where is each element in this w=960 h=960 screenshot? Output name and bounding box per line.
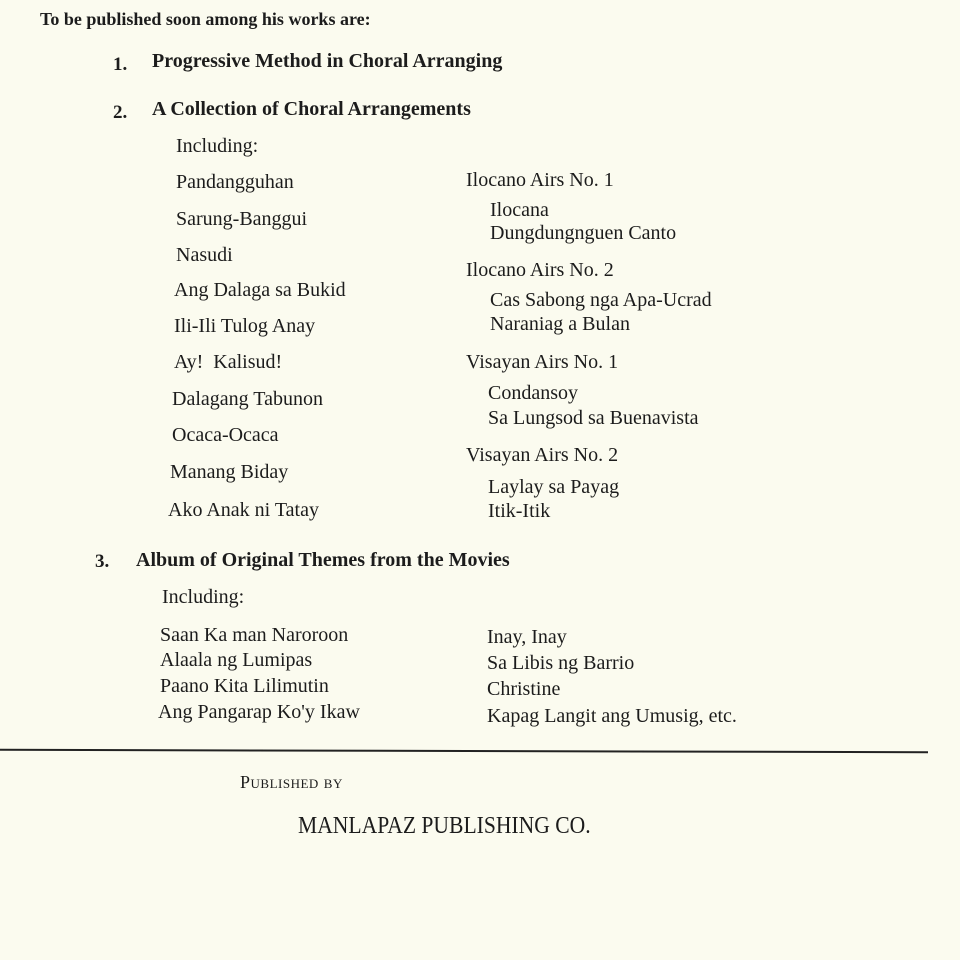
song: Christine <box>487 678 561 700</box>
work-1-number: 1. <box>113 54 128 75</box>
song: Sa Lungsod sa Buenavista <box>488 407 699 429</box>
song: Pandangguhan <box>176 171 294 193</box>
song: Sa Libis ng Barrio <box>487 652 635 674</box>
song: Dalagang Tabunon <box>172 388 323 410</box>
song: Ay! Kalisud! <box>174 351 283 373</box>
song: Naraniag a Bulan <box>490 313 630 335</box>
song: Dungdungnguen Canto <box>490 222 677 244</box>
published-by-label: Published by <box>240 772 343 792</box>
work-3-number: 3. <box>95 551 110 572</box>
song-group: Ilocano Airs No. 1 <box>466 169 614 191</box>
song: Cas Sabong nga Apa-Ucrad <box>490 289 712 311</box>
song: Paano Kita Lilimutin <box>160 675 329 697</box>
work-1-title: Progressive Method in Choral Arranging <box>152 50 503 72</box>
publisher-name: MANLAPAZ PUBLISHING CO. <box>298 813 591 839</box>
song-group: Visayan Airs No. 1 <box>466 351 619 373</box>
work-2-number: 2. <box>113 102 128 123</box>
song-group: Visayan Airs No. 2 <box>466 444 619 466</box>
work-2-title: A Collection of Choral Arrangements <box>152 98 471 120</box>
song: Ang Dalaga sa Bukid <box>174 279 346 301</box>
song: Kapag Langit ang Umusig, etc. <box>487 705 737 727</box>
song: Inay, Inay <box>487 626 567 648</box>
song: Condansoy <box>488 382 578 404</box>
work-3-including-label: Including: <box>162 586 245 608</box>
song: Itik-Itik <box>488 500 551 522</box>
intro-heading: To be published soon among his works are: <box>40 9 371 29</box>
divider-line <box>0 749 928 753</box>
song: Nasudi <box>176 244 233 266</box>
work-2-including-label: Including: <box>176 135 259 157</box>
song: Saan Ka man Naroroon <box>160 624 349 646</box>
song: Alaala ng Lumipas <box>160 649 313 671</box>
work-3-title: Album of Original Themes from the Movies <box>136 549 510 571</box>
song: Sarung-Banggui <box>176 208 308 230</box>
song: Manang Biday <box>170 461 289 483</box>
song: Ang Pangarap Ko'y Ikaw <box>158 701 360 723</box>
song: Ako Anak ni Tatay <box>168 499 319 521</box>
song-group: Ilocano Airs No. 2 <box>466 259 614 281</box>
song: Ili-Ili Tulog Anay <box>174 315 316 337</box>
song: Ilocana <box>490 199 549 221</box>
song: Laylay sa Payag <box>488 476 620 498</box>
song: Ocaca-Ocaca <box>172 424 279 446</box>
